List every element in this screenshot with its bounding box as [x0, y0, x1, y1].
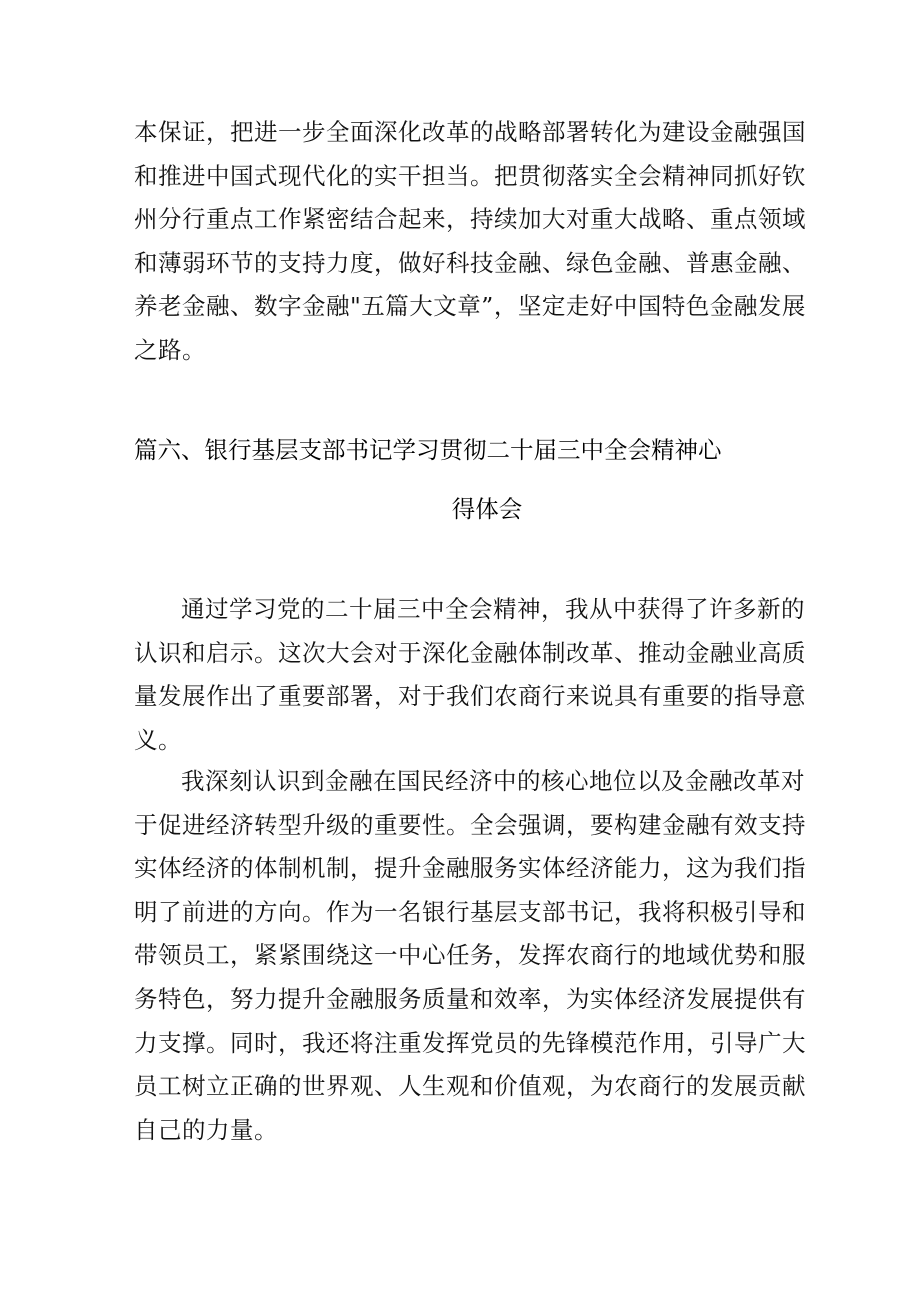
- paragraph-line: 养老金融、数字金融"五篇大文章”，坚定走好中国特色金融发展: [134, 292, 806, 321]
- paragraph-line: 和推进中国式现代化的实干担当。把贯彻落实全会精神同抓好钦: [134, 161, 806, 190]
- paragraph-line: 员工树立正确的世界观、人生观和价值观，为农商行的发展贡献: [134, 1072, 806, 1101]
- paragraph-line: 州分行重点工作紧密结合起来，持续加大对重大战略、重点领域: [134, 205, 806, 234]
- paragraph-line: 义。: [134, 725, 182, 754]
- section-heading-continuation: 得体会: [451, 495, 523, 523]
- previous-paragraph: [134, 111, 806, 373]
- paragraph-line: 之路。: [134, 335, 206, 364]
- paragraph-2: [134, 760, 806, 1152]
- paragraph-line: 本保证，把进一步全面深化改革的战略部署转化为建设金融强国: [134, 118, 806, 146]
- paragraph-line: 力支撑。同时，我还将注重发挥党员的先锋模范作用，引导广大: [134, 1028, 806, 1057]
- paragraph-line: 明了前进的方向。作为一名银行基层支部书记，我将积极引导和: [134, 897, 806, 926]
- paragraph-line: 量发展作出了重要部署，对于我们农商行来说具有重要的指导意: [134, 682, 806, 711]
- paragraph-1: [134, 588, 806, 762]
- paragraph-line: 我深刻认识到金融在国民经济中的核心地位以及金融改革对: [181, 767, 805, 795]
- paragraph-line: 实体经济的体制机制，提升金融服务实体经济能力，这为我们指: [134, 854, 806, 883]
- paragraph-line: 务特色，努力提升金融服务质量和效率，为实体经济发展提供有: [134, 984, 806, 1013]
- section-heading: 篇六、银行基层支部书记学习贯彻二十届三中全会精神心: [134, 436, 722, 464]
- paragraph-line: 带领员工，紧紧围绕这一中心任务，发挥农商行的地域优势和服: [134, 941, 806, 970]
- paragraph-line: 于促进经济转型升级的重要性。全会强调，要构建金融有效支持: [134, 810, 806, 839]
- paragraph-line: 和薄弱环节的支持力度，做好科技金融、绿色金融、普惠金融、: [134, 248, 806, 277]
- paragraph-line: 自己的力量。: [134, 1115, 278, 1144]
- paragraph-line: 通过学习党的二十届三中全会精神，我从中获得了许多新的: [181, 595, 805, 623]
- paragraph-line: 认识和启示。这次大会对于深化金融体制改革、推动金融业高质: [134, 638, 806, 667]
